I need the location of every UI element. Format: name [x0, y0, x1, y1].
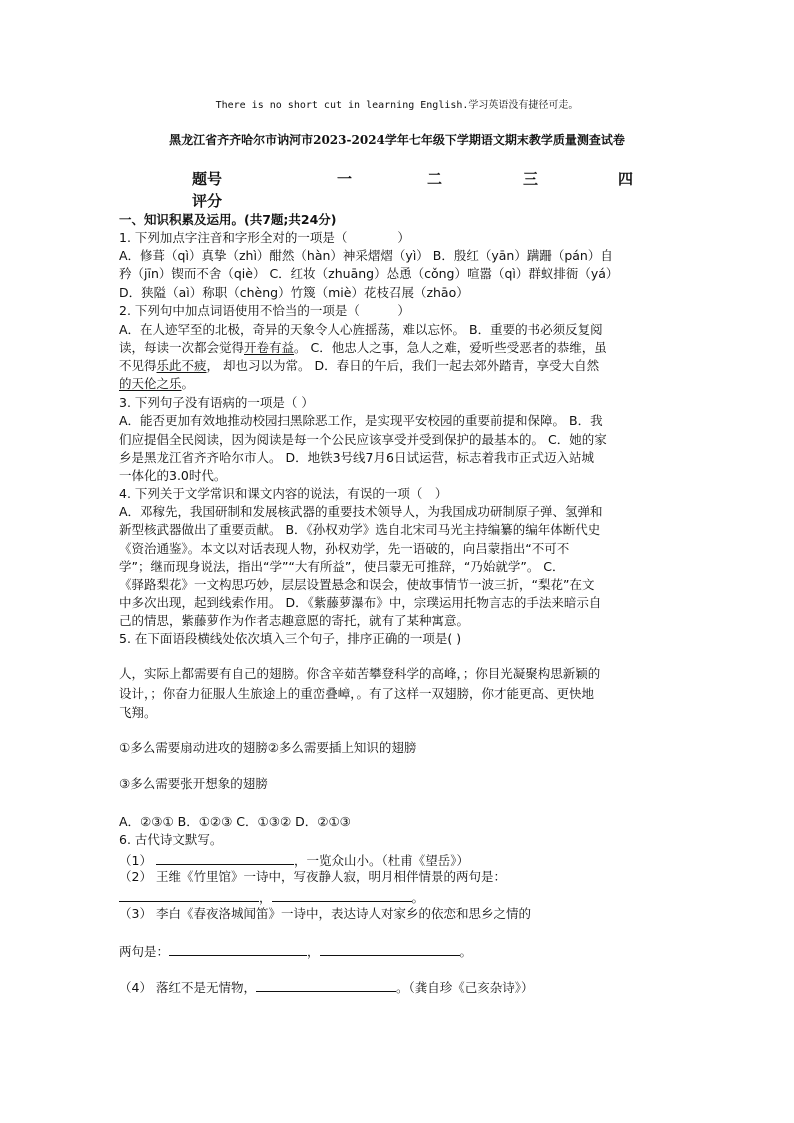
score-table-label-number: 题号 — [192, 170, 223, 188]
header-motto: There is no short cut in learning English.学习英语没有捷径可走。 — [215, 100, 579, 111]
q2-text: 不见得 — [119, 358, 157, 373]
score-table-label-score: 评分 — [192, 192, 223, 210]
q4-line: 己的情思，紫藤萝作为作者志趣意愿的寄托，就有了某种寓意。 — [119, 613, 470, 628]
q6-item-3 — [119, 905, 679, 923]
q6-item-number: （4） — [119, 980, 152, 995]
q6-item-number: （3） — [119, 906, 152, 921]
exam-title: 黑龙江省齐齐哈尔市讷河市2023-2024学年七年级下学期语文期末教学质量测查试卷 — [169, 133, 625, 147]
answer-blank[interactable] — [272, 887, 412, 902]
answer-blank[interactable] — [156, 850, 294, 865]
q5-option-line: ①多么需要扇动进攻的翅膀②多么需要插上知识的翅膀 — [119, 740, 417, 755]
answer-blank[interactable] — [119, 887, 259, 902]
answer-blank[interactable] — [256, 977, 396, 992]
q6-item-text: 两句是： — [119, 944, 170, 959]
q4-line: 学”；继而现身说法，指出“学”“大有所益”，使吕蒙无可推辞，“乃始就学”。 C． — [119, 559, 565, 574]
separator: ， — [307, 944, 320, 959]
q4-line: 《驿路梨花》一文构思巧妙，层层设置悬念和误会，使故事情节一波三折，“梨花”在文 — [119, 577, 595, 592]
q4-line: 中多次出现，起到线索作用。 D．《紫藤萝瀑布》中，宗璞运用托物言志的手法来暗示自 — [119, 595, 602, 610]
separator: ， — [259, 890, 272, 905]
q6-item-number: （1） — [119, 853, 152, 868]
q4-stem: 4. 下列关于文学常识和课文内容的说法，有误的一项（ ） — [119, 486, 448, 501]
q6-item-2 — [119, 868, 679, 886]
q4-line: 《资治通鉴》。本文以对话表现人物，孙权劝学，先一语破的，向吕蒙指出“不可不 — [119, 541, 570, 556]
q2-line: A．在人迹罕至的北极，奇异的天象令人心旌摇荡，难以忘怀。 B．重要的书必须反复阅 — [119, 322, 603, 337]
q3-line: 乡是黑龙江省齐齐哈尔市人。 D．地铁3号线7月6日试运营，标志着我市正式迈入站城 — [119, 450, 594, 465]
q6-item-text: ，一览众山小。（杜甫《望岳》） — [293, 853, 469, 868]
q3-line: 们应提倡全民阅读，因为阅读是每一个公民应该享受并受到保护的最基本的。 C．她的家 — [119, 432, 607, 447]
q2-text: 。 — [181, 376, 195, 391]
score-table-col-2: 二 — [427, 170, 443, 188]
q2-stem: 2. 下列句中加点词语使用不恰当的一项是（ ） — [119, 303, 410, 318]
q5-passage-line: 飞翔。 — [119, 705, 157, 720]
q6-item-text: 王维《竹里馆》一诗中，写夜静人寂，明月相伴情景的两句是： — [155, 869, 506, 884]
q1-line: 矜（jīn）锲而不舍（qiè） C．红妆（zhuāng）怂恿（cǒng）喧嚣（qì）群蚁排衙（yá） — [119, 266, 619, 281]
q5-passage-line: 设计，；你奋力征服人生旅途上的重峦叠嶂，。有了这样一双翅膀，你才能更高、更快地 — [119, 686, 595, 701]
q2-underlined-term: 乐此不疲 — [156, 358, 207, 373]
q2-text: 。 C．他忠人之事，急人之难，爱听些受恶者的恭维，虽 — [294, 340, 607, 355]
q3-line: 一体化的3.0时代。 — [119, 468, 227, 483]
q6-item-2-answers — [119, 887, 679, 907]
q3-line: A．能否更加有效地推动校园扫黑除恶工作，是实现平安校园的重要前提和保障。 B．我 — [119, 413, 603, 428]
score-table-col-3: 三 — [523, 170, 539, 188]
section-heading: 一、知识积累及运用。(共7题;共24分) — [119, 212, 337, 227]
q2-line — [119, 339, 679, 357]
q6-item-1 — [119, 850, 679, 870]
q5-choices: A．②③① B．①②③ C．①③② D．②①③ — [119, 814, 351, 829]
q1-stem: 1. 下列加点字注音和字形全对的一项是（ ） — [119, 230, 410, 245]
q1-line: A．修葺（qì）真挚（zhì）酣然（hàn）神采熠熠（yì） B．殷红（yān）蹒跚（pán）自 — [119, 248, 613, 263]
q6-item-number: （2） — [119, 869, 152, 884]
q6-item-text: 李白《春夜洛城闻笛》一诗中，表达诗人对家乡的依恋和思乡之情的 — [155, 906, 531, 921]
q4-line: A．邓稼先，我国研制和发展核武器的重要技术领导人，为我国成功研制原子弹、氢弹和 — [119, 504, 603, 519]
q4-line: 新型核武器做出了重要贡献。 B．《孙权劝学》选自北宋司马光主持编纂的编年体断代史 — [119, 522, 601, 537]
q2-text: 读，每读一次都会觉得 — [119, 340, 245, 355]
q2-text: ， 却也习以为常。 D．春日的午后，我们一起去郊外踏青，享受大自然 — [206, 358, 600, 373]
q6-item-text: 。（龚自珍《己亥杂诗》） — [395, 980, 534, 995]
q6-item-4 — [119, 977, 679, 997]
q2-underlined-term: 开卷有益 — [244, 340, 295, 355]
q2-line — [119, 357, 679, 375]
terminator: 。 — [411, 890, 425, 905]
answer-blank[interactable] — [169, 941, 307, 956]
q3-stem: 3. 下列句子没有语病的一项是（ ） — [119, 395, 314, 410]
q1-line: D．狭隘（aì）称职（chèng）竹篾（miè）花枝召展（zhāo） — [119, 285, 469, 300]
score-table-col-4: 四 — [618, 170, 634, 188]
q5-stem: 5. 在下面语段横线处依次填入三个句子，排序正确的一项是( ) — [119, 631, 462, 646]
q6-stem: 6. 古代诗文默写。 — [119, 832, 223, 847]
score-table-col-1: 一 — [337, 170, 353, 188]
q6-item-text: 落红不是无情物， — [155, 980, 256, 995]
q2-underlined-term: 的天伦之乐 — [119, 376, 182, 391]
q2-line — [119, 375, 679, 393]
q6-item-3-answers — [119, 941, 679, 961]
q5-passage-line: 人，实际上都需要有自己的翅膀。你含辛茹苦攀登科学的高峰，；你目光凝聚构思新颖的 — [119, 666, 601, 681]
terminator: 。 — [459, 944, 473, 959]
q5-option-line: ③多么需要张开想象的翅膀 — [119, 776, 268, 791]
answer-blank[interactable] — [320, 941, 460, 956]
